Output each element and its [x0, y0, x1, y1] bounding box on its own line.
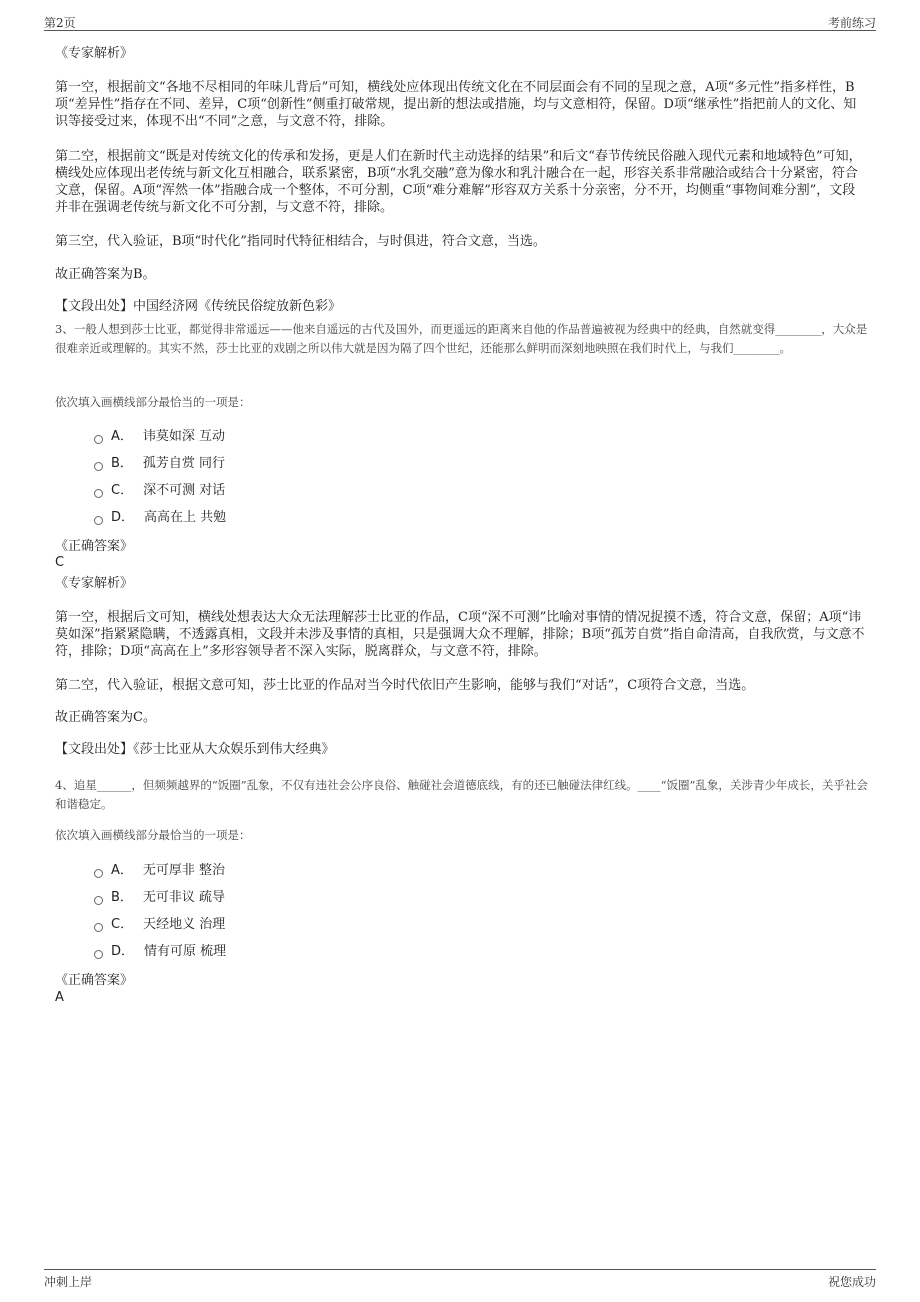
q3-option-d[interactable]: D． 高高在上 共勉	[94, 509, 226, 526]
q2-source: 【文段出处】中国经济网《传统民俗绽放新色彩》	[55, 299, 342, 314]
radio-icon[interactable]	[94, 516, 103, 525]
footer-left: 冲刺上岸	[44, 1275, 93, 1289]
q3-source: 【文段出处】《莎士比亚从大众娱乐到伟大经典》	[55, 742, 335, 757]
q2-analysis-p1: 第一空，根据前文“各地不尽相同的年味儿背后”可知，横线处应体现出传统文化在不同层面会有不同的呈现之意，A项“多元性”指多样性，B项“差异性”指存在不同、差异，C项“创新性”侧重打破常规，提出新的想法或措施，均与文意相符，保留。D项“继承性”指把前人的文化、知识等接受过来，体现不出“不同”之意，与文意不符，排除。	[55, 80, 857, 129]
radio-icon[interactable]	[94, 950, 103, 959]
q3-option-a[interactable]: A． 讳莫如深 互动	[94, 428, 225, 445]
page-header	[44, 14, 876, 31]
q2-conclusion: 故正确答案为B。	[55, 267, 156, 282]
radio-icon[interactable]	[94, 896, 103, 905]
radio-icon[interactable]	[94, 869, 103, 878]
page-number: 第2页	[44, 16, 76, 30]
q3-stem: 3、一般人想到莎士比亚，都觉得非常遥远——他来自遥远的古代及国外，而更遥远的距离来自他的作品普遍被视为经典中的经典，自然就变得________，大众是很难亲近或理解的。其实不然，莎士比亚的戏剧之所以伟大就是因为隔了四个世纪，还能那么鲜明而深刻地映照在我们时代上，与我们________。	[55, 322, 868, 355]
q3-answer: C	[55, 555, 65, 570]
q3-instruction: 依次填入画横线部分最恰当的一项是：	[55, 395, 251, 409]
q3-analysis-label: 《专家解析》	[55, 576, 134, 591]
radio-icon[interactable]	[94, 462, 103, 471]
radio-icon[interactable]	[94, 435, 103, 444]
q4-stem: 4、追星______，但频频越界的“饭圈”乱象，不仅有违社会公序良俗、触碰社会道德底线，有的还已触碰法律红线。____“饭圈”乱象，关涉青少年成长，关乎社会和谐稳定。	[55, 778, 868, 811]
q3-analysis-p2: 第二空，代入验证，根据文意可知，莎士比亚的作品对当今时代依旧产生影响，能够与我们“对话”，C项符合文意，当选。	[55, 678, 755, 693]
radio-icon[interactable]	[94, 923, 103, 932]
radio-icon[interactable]	[94, 489, 103, 498]
q4-option-c[interactable]: C． 天经地义 治理	[94, 916, 225, 933]
q2-analysis-p3: 第三空，代入验证，B项“时代化”指同时代特征相结合，与时俱进，符合文意，当选。	[55, 234, 546, 249]
q3-analysis-p1: 第一空，根据后文可知，横线处想表达大众无法理解莎士比亚的作品，C项“深不可测”比喻对事情的情况捉摸不透，符合文意，保留；A项“讳莫如深”指紧紧隐瞒，不透露真相，文段并未涉及事情的真相，只是强调大众不理解，排除；B项“孤芳自赏”指自命清高，自我欣赏，与文意不符，排除；D项“高高在上”多形容领导者不深入实际，脱离群众，与文意不符，排除。	[55, 610, 865, 659]
q4-option-a[interactable]: A． 无可厚非 整治	[94, 862, 225, 879]
q3-option-c[interactable]: C． 深不可测 对话	[94, 482, 225, 499]
q4-option-b[interactable]: B． 无可非议 疏导	[94, 889, 225, 906]
q4-answer-label: 《正确答案》	[55, 973, 134, 988]
footer-right: 祝您成功	[827, 1275, 876, 1289]
q3-conclusion: 故正确答案为C。	[55, 710, 156, 725]
q4-option-d[interactable]: D． 情有可原 梳理	[94, 943, 226, 960]
q3-answer-label: 《正确答案》	[55, 539, 134, 554]
q2-analysis-label: 《专家解析》	[55, 46, 134, 61]
header-title: 考前练习	[827, 16, 876, 30]
q3-option-b[interactable]: B． 孤芳自赏 同行	[94, 455, 225, 472]
page-footer	[44, 1269, 876, 1289]
q4-answer: A	[55, 990, 64, 1005]
q4-instruction: 依次填入画横线部分最恰当的一项是：	[55, 828, 251, 842]
q2-analysis-p2: 第二空，根据前文“既是对传统文化的传承和发扬，更是人们在新时代主动选择的结果”和后文“春节传统民俗融入现代元素和地域特色”可知，横线处应体现出老传统与新文化互相融合，联系紧密，B项“水乳交融”意为像水和乳汁融合在一起，形容关系非常融洽或结合十分紧密，符合文意，保留。A项“浑然一体”指融合成一个整体，不可分割，C项“难分难解”形容双方关系十分亲密，分不开，均侧重“事物间难分割”，文段并非在强调老传统与新文化不可分割，与文意不符，排除。	[55, 149, 862, 215]
